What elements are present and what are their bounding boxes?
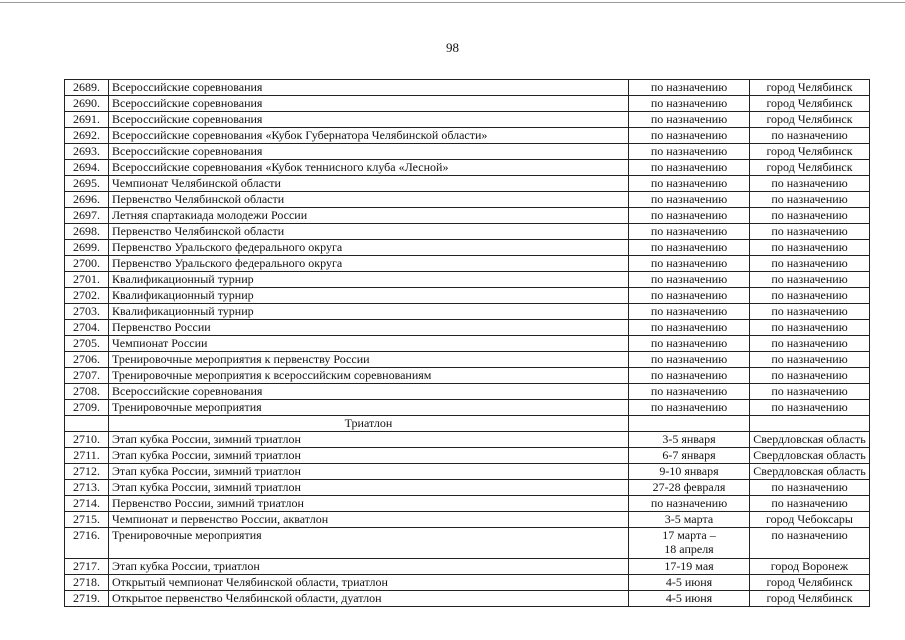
section-header-body xyxy=(65,416,870,432)
row-number: 2689. xyxy=(65,80,109,96)
row-number: 2719. xyxy=(65,591,109,607)
table-row xyxy=(65,496,870,512)
event-place: по назначению xyxy=(750,224,870,240)
event-title: Этап кубка России, зимний триатлон xyxy=(109,432,629,448)
event-title: Первенство Уральского федерального округа xyxy=(109,240,629,256)
event-place: по назначению xyxy=(750,496,870,512)
row-number: 2699. xyxy=(65,240,109,256)
event-place: город Чебоксары xyxy=(750,512,870,528)
event-date: 17 марта – 18 апреля xyxy=(629,528,750,559)
event-date: по назначению xyxy=(629,160,750,176)
table-row xyxy=(65,128,870,144)
event-date: 6-7 января xyxy=(629,448,750,464)
table-row xyxy=(65,80,870,96)
event-title: Чемпионат Челябинской области xyxy=(109,176,629,192)
event-date: 9-10 января xyxy=(629,464,750,480)
event-title: Летняя спартакиада молодежи России xyxy=(109,208,629,224)
table-row xyxy=(65,240,870,256)
table-row xyxy=(65,464,870,480)
table-row xyxy=(65,272,870,288)
table-row xyxy=(65,528,870,559)
event-place: по назначению xyxy=(750,272,870,288)
event-date: по назначению xyxy=(629,192,750,208)
event-place: по назначению xyxy=(750,256,870,272)
event-date: по назначению xyxy=(629,240,750,256)
event-date: 17-19 мая xyxy=(629,559,750,575)
table-row xyxy=(65,160,870,176)
event-date: по назначению xyxy=(629,368,750,384)
row-number: 2705. xyxy=(65,336,109,352)
page-number: 98 xyxy=(446,40,459,55)
event-title: Этап кубка России, зимний триатлон xyxy=(109,464,629,480)
event-title: Первенство Челябинской области xyxy=(109,192,629,208)
event-date: по назначению xyxy=(629,96,750,112)
row-number: 2712. xyxy=(65,464,109,480)
event-title: Тренировочные мероприятия xyxy=(109,400,629,416)
event-place: по назначению xyxy=(750,528,870,559)
table-row xyxy=(65,512,870,528)
event-place: город Челябинск xyxy=(750,160,870,176)
event-date: по назначению xyxy=(629,176,750,192)
section-title: Триатлон xyxy=(109,416,629,432)
event-place: по назначению xyxy=(750,352,870,368)
table-row xyxy=(65,96,870,112)
row-number: 2696. xyxy=(65,192,109,208)
table-row xyxy=(65,304,870,320)
event-date: по назначению xyxy=(629,128,750,144)
event-date: по назначению xyxy=(629,224,750,240)
event-title: Открытый чемпионат Челябинской области, триатлон xyxy=(109,575,629,591)
event-title: Первенство Челябинской области xyxy=(109,224,629,240)
event-place: по назначению xyxy=(750,128,870,144)
event-place: город Челябинск xyxy=(750,575,870,591)
page-top-rule xyxy=(0,2,905,3)
table-body-bottom xyxy=(65,432,870,607)
table-row xyxy=(65,575,870,591)
row-number: 2691. xyxy=(65,112,109,128)
row-number: 2716. xyxy=(65,528,109,559)
event-date: по назначению xyxy=(629,112,750,128)
event-date: по назначению xyxy=(629,384,750,400)
event-title: Первенство Уральского федерального округа xyxy=(109,256,629,272)
row-number: 2709. xyxy=(65,400,109,416)
table-row xyxy=(65,432,870,448)
event-date: по назначению xyxy=(629,208,750,224)
event-title: Квалификационный турнир xyxy=(109,272,629,288)
event-title: Чемпионат России xyxy=(109,336,629,352)
event-title: Всероссийские соревнования «Кубок теннисного клуба «Лесной» xyxy=(109,160,629,176)
event-date: по назначению xyxy=(629,144,750,160)
event-place: по назначению xyxy=(750,400,870,416)
event-place: по назначению xyxy=(750,368,870,384)
event-title: Первенство России xyxy=(109,320,629,336)
event-place: по назначению xyxy=(750,384,870,400)
row-number: 2711. xyxy=(65,448,109,464)
event-place: город Челябинск xyxy=(750,591,870,607)
event-date: по назначению xyxy=(629,288,750,304)
event-title: Всероссийские соревнования xyxy=(109,112,629,128)
row-number: 2704. xyxy=(65,320,109,336)
event-title: Этап кубка России, триатлон xyxy=(109,559,629,575)
event-title: Этап кубка России, зимний триатлон xyxy=(109,448,629,464)
event-title: Всероссийские соревнования «Кубок Губернатора Челябинской области» xyxy=(109,128,629,144)
table-row xyxy=(65,320,870,336)
row-number: 2718. xyxy=(65,575,109,591)
event-place: по назначению xyxy=(750,304,870,320)
event-place: город Челябинск xyxy=(750,96,870,112)
event-place: город Челябинск xyxy=(750,144,870,160)
section-header-row xyxy=(65,416,870,432)
event-title: Всероссийские соревнования xyxy=(109,384,629,400)
table-row xyxy=(65,384,870,400)
row-number: 2717. xyxy=(65,559,109,575)
event-date: 3-5 марта xyxy=(629,512,750,528)
row-number: 2697. xyxy=(65,208,109,224)
event-place: по назначению xyxy=(750,320,870,336)
event-date: по назначению xyxy=(629,336,750,352)
row-number: 2694. xyxy=(65,160,109,176)
event-title: Всероссийские соревнования xyxy=(109,144,629,160)
event-date: по назначению xyxy=(629,304,750,320)
table-row xyxy=(65,112,870,128)
table-row xyxy=(65,368,870,384)
table-row xyxy=(65,224,870,240)
row-number: 2706. xyxy=(65,352,109,368)
event-place: город Челябинск xyxy=(750,112,870,128)
event-date: по назначению xyxy=(629,400,750,416)
event-title: Тренировочные мероприятия к первенству России xyxy=(109,352,629,368)
table-row xyxy=(65,352,870,368)
event-place: по назначению xyxy=(750,336,870,352)
row-number: 2695. xyxy=(65,176,109,192)
row-number: 2692. xyxy=(65,128,109,144)
table-row xyxy=(65,559,870,575)
event-date: по назначению xyxy=(629,320,750,336)
table-row xyxy=(65,480,870,496)
row-number: 2714. xyxy=(65,496,109,512)
table-row xyxy=(65,591,870,607)
event-place: по назначению xyxy=(750,192,870,208)
event-place: Свердловская область xyxy=(750,432,870,448)
table-row xyxy=(65,176,870,192)
event-place: по назначению xyxy=(750,288,870,304)
event-place: по назначению xyxy=(750,176,870,192)
event-title: Тренировочные мероприятия xyxy=(109,528,629,559)
event-date: 3-5 января xyxy=(629,432,750,448)
event-place: город Челябинск xyxy=(750,80,870,96)
row-number: 2708. xyxy=(65,384,109,400)
table-row xyxy=(65,256,870,272)
event-title: Первенство России, зимний триатлон xyxy=(109,496,629,512)
event-title: Квалификационный турнир xyxy=(109,288,629,304)
event-title: Этап кубка России, зимний триатлон xyxy=(109,480,629,496)
event-date: 4-5 июня xyxy=(629,591,750,607)
event-title: Открытое первенство Челябинской области, дуатлон xyxy=(109,591,629,607)
row-number: 2690. xyxy=(65,96,109,112)
row-number: 2710. xyxy=(65,432,109,448)
event-date: по назначению xyxy=(629,256,750,272)
event-place: по назначению xyxy=(750,208,870,224)
event-date: по назначению xyxy=(629,80,750,96)
event-place: Свердловская область xyxy=(750,448,870,464)
row-number: 2702. xyxy=(65,288,109,304)
table-row xyxy=(65,192,870,208)
row-number: 2701. xyxy=(65,272,109,288)
event-date: 27-28 февраля xyxy=(629,480,750,496)
row-number: 2715. xyxy=(65,512,109,528)
event-date: 4-5 июня xyxy=(629,575,750,591)
row-number: 2693. xyxy=(65,144,109,160)
table-row xyxy=(65,144,870,160)
event-date: по назначению xyxy=(629,496,750,512)
table-body-top xyxy=(65,80,870,416)
event-date: по назначению xyxy=(629,352,750,368)
event-place: город Воронеж xyxy=(750,559,870,575)
events-table xyxy=(64,79,870,607)
row-number: 2698. xyxy=(65,224,109,240)
event-place: по назначению xyxy=(750,240,870,256)
row-number: 2703. xyxy=(65,304,109,320)
event-place: Свердловская область xyxy=(750,464,870,480)
row-number: 2713. xyxy=(65,480,109,496)
event-title: Квалификационный турнир xyxy=(109,304,629,320)
table-row xyxy=(65,208,870,224)
row-number: 2700. xyxy=(65,256,109,272)
row-number: 2707. xyxy=(65,368,109,384)
table-row xyxy=(65,448,870,464)
event-title: Всероссийские соревнования xyxy=(109,96,629,112)
event-title: Всероссийские соревнования xyxy=(109,80,629,96)
table-row xyxy=(65,336,870,352)
event-place: по назначению xyxy=(750,480,870,496)
event-title: Чемпионат и первенство России, акватлон xyxy=(109,512,629,528)
table-row xyxy=(65,288,870,304)
event-title: Тренировочные мероприятия к всероссийским соревнованиям xyxy=(109,368,629,384)
table-row xyxy=(65,400,870,416)
event-date: по назначению xyxy=(629,272,750,288)
